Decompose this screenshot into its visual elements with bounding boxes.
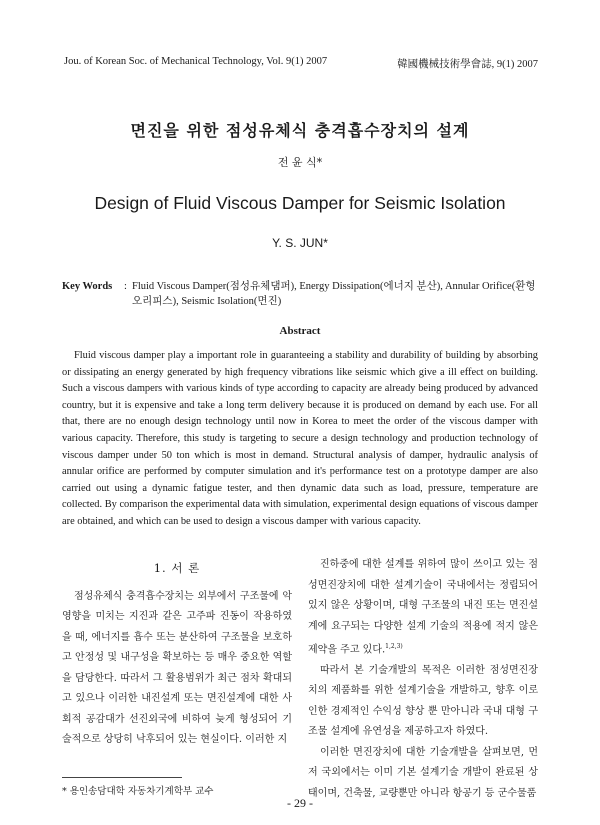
journal-header-right: 韓國機械技術學會誌, 9(1) 2007: [397, 59, 538, 70]
reference-superscript: 1,2,3): [385, 643, 403, 650]
paper-title-english: Design of Fluid Viscous Damper for Seismic Isolation: [94, 193, 506, 213]
right-paragraph-3: 이러한 면진장치에 대한 기술개발을 살펴보면, 먼저 국외에서는 이미 기본 설계기술 개발이 완료된 상태이며, 건축물, 교량뿐만 아니라 항공기 등 군수물품: [308, 746, 538, 799]
paper-title-korean: 면진을 위한 점성유체식 충격흡수장치의 설계: [130, 121, 470, 140]
right-column: [308, 555, 538, 804]
keywords-label: Key Words: [62, 281, 113, 292]
author-english: Y. S. JUN*: [272, 236, 328, 250]
right-paragraph-2: 따라서 본 기술개발의 목적은 이러한 점성면진장치의 제품화를 위한 설계기술을 개발하고, 향후 이로 인한 경제적인 수익성 향상 뿐 만아니라 국내 대형 구조물 설계에 유연성을 제공하고자 하였다.: [308, 664, 538, 738]
keywords-text: Fluid Viscous Damper(점성유체댐퍼), Energy Dissipation(에너지 분산), Annular Orifice(환형오리피스), Seismic Isolation(면진): [132, 281, 536, 307]
section-heading: 1. 서 론: [153, 561, 201, 575]
right-paragraph-1-text: 진하중에 대한 설계를 위하여 많이 쓰이고 있는 점성면진장치에 대한 설계기술이 국내에서는 정립되어 있지 않은 상황이며, 대형 구조물의 내진 또는 면진설계에 요구되는 다양한 설계 기술의 적용에 적지 않은 제약을 주고 있다.: [308, 559, 538, 656]
right-paragraph-1: [308, 555, 538, 661]
journal-header-left: Jou. of Korean Soc. of Mechanical Technology, Vol. 9(1) 2007: [64, 56, 328, 67]
keywords-block: [62, 279, 542, 309]
abstract-heading: Abstract: [279, 325, 321, 337]
abstract-body: Fluid viscous damper play a important role in guaranteeing a stability and durability of building by absorbing or dissipating an energy generated by high frequency vibrations like seismic which give a ill effect on building. Such a viscous dampers with various kinds of type according to capacity are already being produced by advanced country, but it is expensive and take a long term delivery because it is produced on demand by each use. For all that, there are no enough design technology until now in Korea to meet the order of the viscous damper with various capacity. Therefore, this study is targeting to secure a design technology and production technology of viscous damper under 50 ton which is most in demand. Structural analysis of damper, hydraulic analysis of annular orifice are performed by computer simulation and it's performance test on a prototype damper are also carried out using a dynamic fatigue tester, and then dynamic data such as load, pressure, temperature are collected. By comparison the experimental data with simulation, experimental design equations of viscous damper are obtained, and which can be used to design a viscous damper with various capacity.: [62, 350, 538, 527]
keywords-colon: :: [124, 281, 127, 292]
left-column-text: 점성유체식 충격흡수장치는 외부에서 구조물에 악영향을 미치는 지진과 같은 고주파 진동이 작용하였을 때, 에너지를 흡수 또는 분산하여 구조물을 보호하고 안정성 및 내구성을 확보하는 등 매우 중요한 역할을 담당한다. 따라서 그 활용범위가 최근 점차 확대되고 있으나 이러한 내진설계 또는 면진설계에 대한 사회적 공감대가 선진외국에 비하여 늦게 형성되어 기술적으로 상당히 낙후되어 있는 현실이다. 이러한 지: [62, 590, 292, 745]
page-number: - 29 -: [287, 796, 313, 810]
author-korean: 전 윤 식*: [277, 156, 323, 169]
footnote-divider: [62, 777, 182, 778]
footnote: * 용인송담대학 자동차기계학부 교수: [62, 786, 214, 797]
left-column: [62, 558, 292, 751]
